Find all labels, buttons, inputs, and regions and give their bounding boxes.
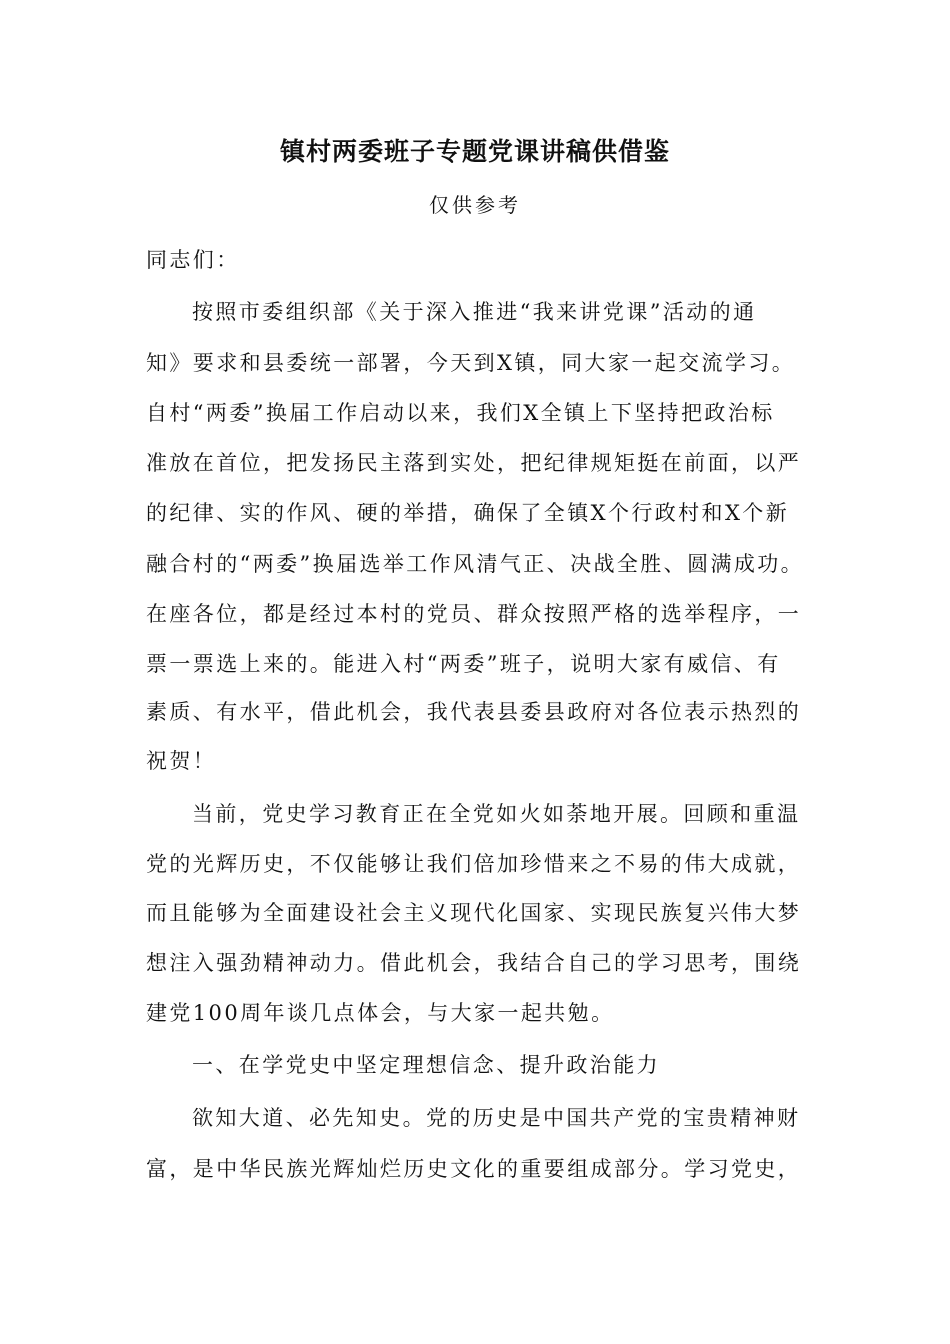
paragraph-line: 欲知大道、必先知史。党的历史是中国共产党的宝贵精神财 xyxy=(192,1106,801,1130)
paragraph-line: 当前，党史学习教育正在全党如火如荼地开展。回顾和重温 xyxy=(192,802,801,826)
paragraph-line: 按照市委组织部《关于深入推进“我来讲党课”活动的通 xyxy=(192,300,757,324)
paragraph-line: 票一票选上来的。能进入村“两委”班子，说明大家有威信、有 xyxy=(146,652,781,676)
paragraph-line: 祝贺！ xyxy=(146,749,217,773)
paragraph-line: 自村“两委”换届工作启动以来，我们X全镇上下坚持把政治标 xyxy=(146,401,775,425)
paragraph-line: 的纪律、实的作风、硬的举措，确保了全镇X个行政村和X个新 xyxy=(146,501,790,525)
paragraph-line: 知》要求和县委统一部署，今天到X镇，同大家一起交流学习。 xyxy=(146,351,796,375)
document-title: 镇村两委班子专题党课讲稿供借鉴 xyxy=(279,137,670,166)
paragraph-line: 在座各位，都是经过本村的党员、群众按照严格的选举程序，一 xyxy=(146,602,802,626)
paragraph-line: 素质、有水平，借此机会，我代表县委县政府对各位表示热烈的 xyxy=(146,700,802,724)
section-heading: 一、在学党史中坚定理想信念、提升政治能力 xyxy=(192,1053,660,1077)
document-subtitle: 仅供参考 xyxy=(429,193,521,217)
paragraph-line: 准放在首位，把发扬民主落到实处，把纪律规矩挺在前面，以严 xyxy=(146,451,802,475)
paragraph-line: 想注入强劲精神动力。借此机会，我结合自己的学习思考，围绕 xyxy=(146,951,802,975)
paragraph-line: 融合村的“两委”换届选举工作风清气正、决战全胜、圆满成功。 xyxy=(146,552,805,576)
salutation: 同志们： xyxy=(146,248,240,272)
paragraph-line: 建党100周年谈几点体会，与大家一起共勉。 xyxy=(146,1001,615,1025)
paragraph-line: 党的光辉历史，不仅能够让我们倍加珍惜来之不易的伟大成就， xyxy=(146,852,802,876)
paragraph-line: 富，是中华民族光辉灿烂历史文化的重要组成部分。学习党史， xyxy=(146,1157,802,1181)
paragraph-line: 而且能够为全面建设社会主义现代化国家、实现民族复兴伟大梦 xyxy=(146,901,802,925)
